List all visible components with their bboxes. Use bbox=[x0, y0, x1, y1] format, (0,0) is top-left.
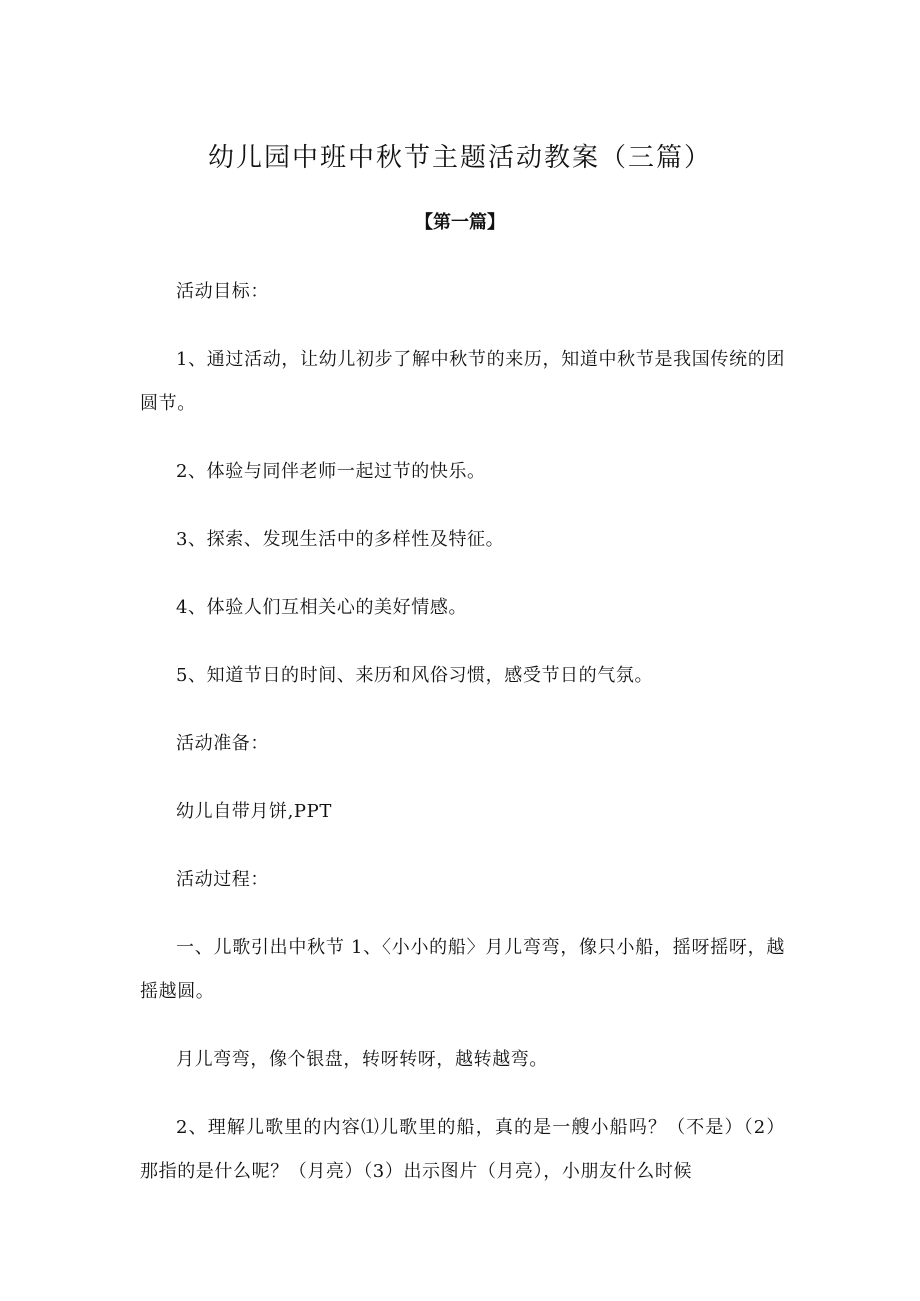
document-body bbox=[140, 270, 785, 1218]
section-heading: 【第一篇】 bbox=[415, 212, 505, 233]
paragraph-process-rhyme: 月儿弯弯，像个银盘，转呀转呀，越转越弯。 bbox=[176, 1049, 548, 1070]
paragraph-process-1: 一、儿歌引出中秋节 1、〈小小的船〉月儿弯弯，像只小船，摇呀摇呀，越摇越圆。 bbox=[140, 937, 785, 1002]
paragraph-process-heading: 活动过程： bbox=[176, 869, 269, 890]
document-title: 幼儿园中班中秋节主题活动教案（三篇） bbox=[207, 143, 712, 173]
paragraph-goal-2: 2、体验与同伴老师一起过节的快乐。 bbox=[176, 461, 486, 482]
paragraph-goal-3: 3、探索、发现生活中的多样性及特征。 bbox=[176, 529, 505, 550]
paragraph-goal-4: 4、体验人们互相关心的美好情感。 bbox=[176, 597, 468, 618]
paragraph-preparation-heading: 活动准备： bbox=[176, 733, 269, 754]
paragraph-process-2: 2、理解儿歌里的内容⑴儿歌里的船，真的是一艘小船吗？（不是）（2）那指的是什么呢？（月亮）（3）出示图片（月亮），小朋友什么时候 bbox=[140, 1117, 785, 1182]
paragraph-goal-5: 5、知道节日的时间、来历和风俗习惯，感受节日的气氛。 bbox=[176, 665, 654, 686]
paragraph-goals-heading: 活动目标： bbox=[176, 281, 269, 302]
paragraph-goal-1: 1、通过活动，让幼儿初步了解中秋节的来历，知道中秋节是我国传统的团圆节。 bbox=[140, 349, 785, 414]
paragraph-preparation: 幼儿自带月饼,PPT bbox=[176, 801, 332, 822]
